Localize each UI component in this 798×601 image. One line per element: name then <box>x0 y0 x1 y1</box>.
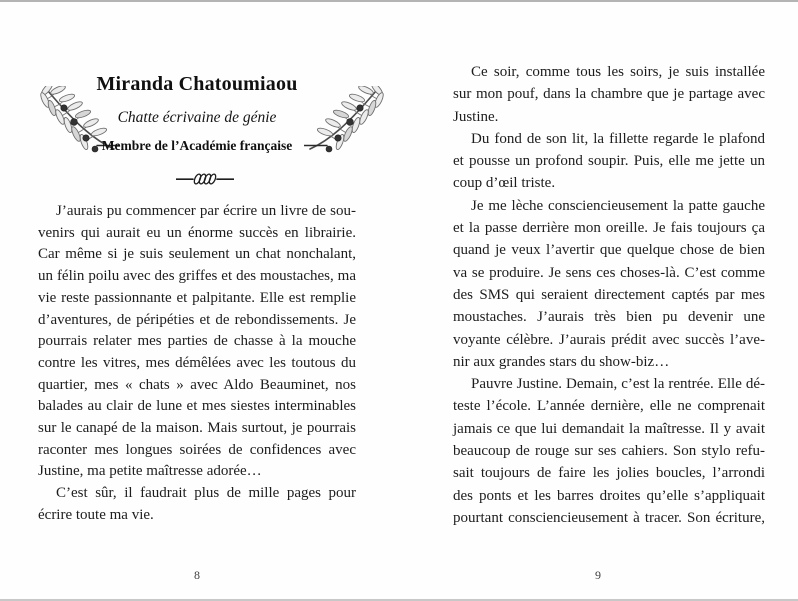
page-number-right: 9 <box>595 568 601 582</box>
rope-twist-divider-icon <box>176 172 234 186</box>
text-line: pourtant consciencieusement à tracer. Son écriture, <box>453 509 765 526</box>
text-line: moustaches. J’aurais très bien pu devenir une <box>453 309 765 326</box>
author-name: Miranda Chatoumiaou <box>96 73 298 95</box>
text-line: C’est sûr, il faudrait plus de mille pages pour <box>56 485 356 502</box>
text-line: Pauvre Justine. Demain, c’est la rentrée. Elle dé- <box>471 376 765 393</box>
text-line: beaucoup de rouge sur ses cahiers. Son stylo refu- <box>453 443 765 460</box>
text-line: Justine, ma petite maîtresse adorée… <box>38 463 262 480</box>
text-line: va se produire. Je sens ces choses-là. C’est comme <box>453 264 765 281</box>
text-line: sait toujours de faire les jolies boucles, l’arrondi <box>453 465 765 482</box>
text-line: vie reste passionnante et palpitante. Elle est remplie <box>38 289 356 306</box>
text-line: venirs qui aurait eu un énorme succès en librairie. <box>38 224 356 241</box>
right-page-text <box>453 61 765 529</box>
left-page-text <box>38 201 356 527</box>
text-line: et pousse un profond soupir. Puis, elle me jette un <box>453 153 765 170</box>
text-line: J’aurais pu commencer par écrire un livre de sou- <box>56 203 356 219</box>
text-line: et la passe derrière mon oreille. Je fais toujours ça <box>453 220 765 237</box>
text-line: Car même si je suis seulement un chat nonchalant, <box>38 246 356 263</box>
text-line: jamais ce que lui demandait la maîtresse. Il y avait <box>453 420 765 437</box>
left-page <box>38 0 356 601</box>
author-membership: Membre de l’Académie française <box>101 138 293 153</box>
text-line: écrire toute ma vie. <box>38 506 154 523</box>
text-line: Ce soir, comme tous les soirs, je suis installée <box>471 64 765 80</box>
author-role: Chatte écrivaine de génie <box>117 109 277 126</box>
text-line: Justine. <box>453 108 499 125</box>
text-line: des ponts et les barres droites qu’elle s’appliquait <box>453 487 765 504</box>
text-line: voyante célèbre. J’aurais prédit avec succès l’ave- <box>453 331 765 348</box>
text-line: balades au clair de lune et mes siestes interminables <box>38 398 356 415</box>
text-line: pourrais relater mes parties de chasse à la mouche <box>38 333 356 350</box>
text-line: d’aventures, de péripéties et de rebondissements. Je <box>38 311 356 328</box>
text-line: des SMS qui seraient directement captés par mes <box>453 286 765 303</box>
text-line: Du fond de son lit, la fillette regarde le plafond <box>471 130 765 147</box>
text-line: Je me lèche consciencieusement la patte gauche <box>471 197 765 214</box>
right-page <box>453 0 765 601</box>
text-line: un félin poilu avec des griffes et des moustaches, ma <box>38 268 356 285</box>
text-line: nir aux grandes stars du show-biz… <box>453 353 670 370</box>
text-line: raconter mes longues soirées de confidences avec <box>38 441 356 458</box>
text-line: teste l’école. L’année dernière, elle ne comprenait <box>453 398 765 415</box>
text-line: coup d’œil triste. <box>453 175 556 192</box>
page-number-left: 8 <box>194 568 200 582</box>
text-line: quand je veux l’avertir que quelque chose de bien <box>453 242 765 259</box>
text-line: quartier, mes « chats » avec Aldo Beauminet, nos <box>38 376 356 393</box>
text-line: sur le canapé de la maison. Mais surtout, je pourrais <box>38 420 356 437</box>
text-line: sur mon pouf, dans la chambre que je partage avec <box>453 86 765 103</box>
text-line: contre les vitres, mes démêlées avec les toutous du <box>38 354 356 371</box>
